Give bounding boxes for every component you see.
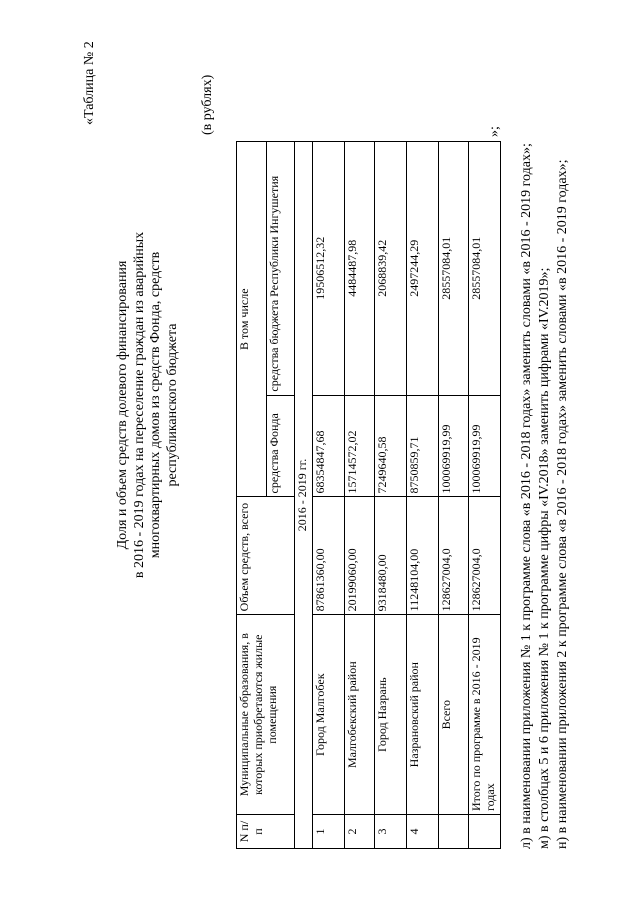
table-title <box>115 205 181 605</box>
row-name: Всего <box>439 615 469 815</box>
row-fund: 100069919,99 <box>439 395 469 497</box>
row-num: 3 <box>375 815 407 849</box>
amendment-item: н) в наименовании приложения 2 к программе слова «в 2016 - 2018 годах» заменить словами «в 2016 - 2019 годах»; <box>555 159 570 849</box>
row-republic: 4484487,98 <box>345 142 375 396</box>
table-row <box>345 142 375 849</box>
row-total: 11248104,00 <box>407 497 439 615</box>
row-total: 9318480,00 <box>375 497 407 615</box>
row-num <box>469 815 501 849</box>
title-line: в 2016 - 2019 годах на переселение граждан из аварийных <box>131 231 147 579</box>
row-republic: 2068839,42 <box>375 142 407 396</box>
title-line: Доля и объем средств долевого финансирования <box>115 260 130 550</box>
row-fund: 7249640,58 <box>375 395 407 497</box>
table-row <box>407 142 439 849</box>
row-total: 128627004,0 <box>439 497 469 615</box>
table-row <box>375 142 407 849</box>
header-total: Объем средств, всего <box>237 497 295 615</box>
row-republic: 19506512,32 <box>313 142 345 396</box>
header-fund: средства Фонда <box>267 395 295 497</box>
row-total: 128627004,0 <box>469 497 501 615</box>
table-row-grand-total <box>469 142 501 849</box>
header-municipality: Муниципальные образования, в которых приобретаются жилые помещения <box>237 615 295 815</box>
amendment-item: м) в столбцах 5 и 6 приложения № 1 к программе цифры «IV.2018» заменить цифрами «IV.2019»; <box>537 267 552 849</box>
table-label: «Таблица № 2 <box>82 41 97 125</box>
table-row-total <box>439 142 469 849</box>
row-fund: 68354847,68 <box>313 395 345 497</box>
row-fund: 100069919,99 <box>469 395 501 497</box>
title-line: многоквартирных домов из средств Фонда, средств <box>148 251 163 559</box>
header-republic: средства бюджета Республики Ингушетия <box>267 142 295 396</box>
row-name: Назрановский район <box>407 615 439 815</box>
financing-table <box>236 141 501 849</box>
row-num <box>439 815 469 849</box>
row-fund: 15714572,02 <box>345 395 375 497</box>
row-republic: 28557084,01 <box>439 142 469 396</box>
amendment-item: л) в наименовании приложения № 1 к программе слова «в 2016 - 2018 годах» заменить словами «в 2016 - 2019 годах»; <box>519 143 534 849</box>
row-republic: 2497244,29 <box>407 142 439 396</box>
header-including: В том числе <box>237 142 267 497</box>
closing-quote: »; <box>487 126 502 137</box>
row-fund: 8750859,71 <box>407 395 439 497</box>
row-num: 4 <box>407 815 439 849</box>
table-row <box>313 142 345 849</box>
row-num: 2 <box>345 815 375 849</box>
row-name: Город Назрань <box>375 615 407 815</box>
row-name: Малгобекский район <box>345 615 375 815</box>
period-label: 2016 - 2019 гг. <box>295 142 313 849</box>
row-total: 20199060,00 <box>345 497 375 615</box>
title-line: республиканского бюджета <box>164 323 180 487</box>
period-row <box>295 142 313 849</box>
row-total: 87861360,00 <box>313 497 345 615</box>
row-name: Город Малгобек <box>313 615 345 815</box>
header-row <box>237 142 267 849</box>
row-name: Итого по программе в 2016 - 2019 годах <box>469 615 501 815</box>
row-republic: 28557084,01 <box>469 142 501 396</box>
header-num: N п/п <box>237 815 295 849</box>
units-note: (в рублях) <box>200 74 215 135</box>
row-num: 1 <box>313 815 345 849</box>
